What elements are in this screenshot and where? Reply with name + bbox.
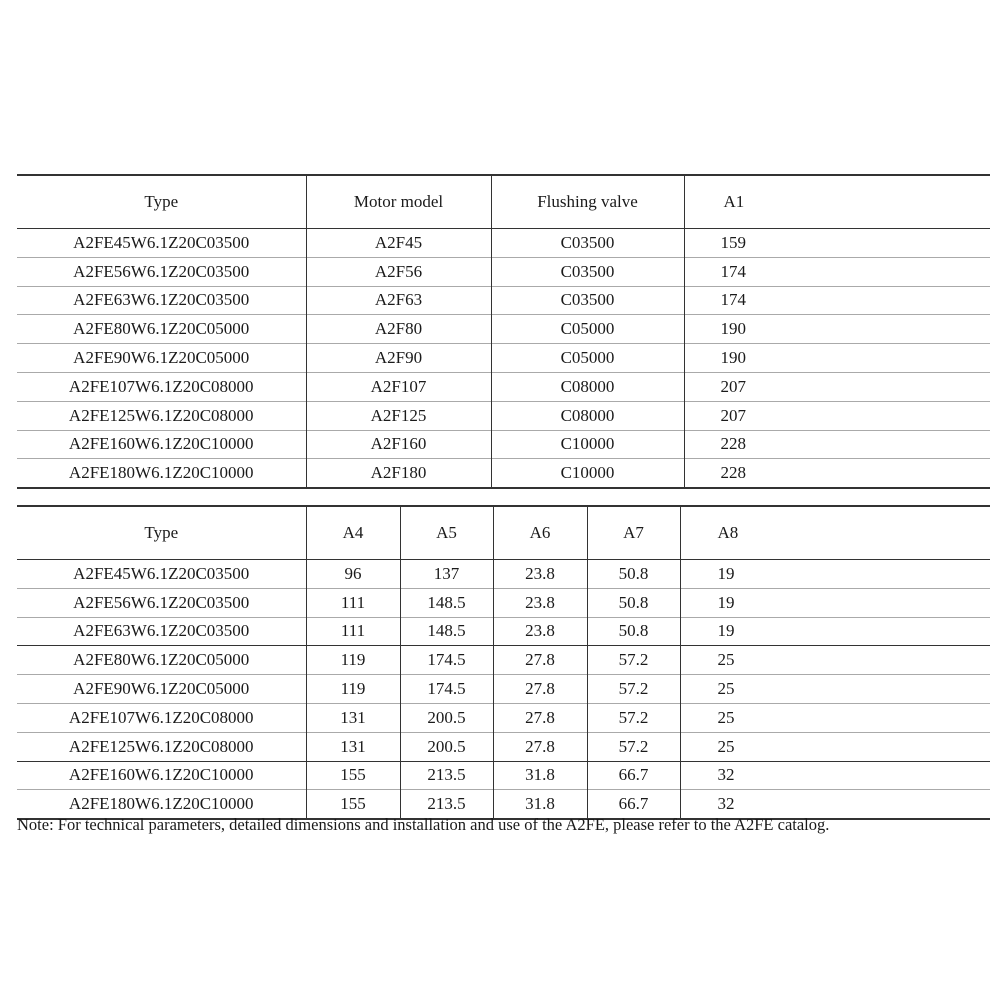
table-cell: 159 xyxy=(720,232,746,252)
header-a6: A6 xyxy=(493,506,587,560)
table-cell: C10000 xyxy=(491,430,684,459)
table-cell: 25 xyxy=(680,675,990,704)
dimension-table-a4-a8 xyxy=(17,505,990,820)
table-cell: A2FE160W6.1Z20C10000 xyxy=(17,761,306,790)
table-cell: 174 xyxy=(684,257,990,286)
table-cell: A2FE63W6.1Z20C03500 xyxy=(17,286,306,315)
table-cell: 50.8 xyxy=(587,588,680,617)
table-cell: 25 xyxy=(680,703,990,732)
table-cell: A2FE107W6.1Z20C08000 xyxy=(17,372,306,401)
table-cell: 19 xyxy=(717,563,735,583)
header-a4: A4 xyxy=(306,506,400,560)
header-a8: A8 xyxy=(680,506,990,560)
table-cell: 50.8 xyxy=(587,560,680,589)
table-cell: C05000 xyxy=(491,315,684,344)
table-cell: A2FE125W6.1Z20C08000 xyxy=(17,401,306,430)
table-cell: 66.7 xyxy=(587,761,680,790)
table-cell: A2FE45W6.1Z20C03500 xyxy=(17,560,306,589)
table-cell: 155 xyxy=(306,790,400,819)
table-cell: C10000 xyxy=(491,459,684,488)
table-cell: 228 xyxy=(684,459,990,488)
table-cell: 131 xyxy=(306,732,400,761)
table-cell: A2F180 xyxy=(306,459,491,488)
table-cell: 32 xyxy=(680,790,990,819)
table2-body xyxy=(17,560,990,820)
table-row xyxy=(17,732,990,761)
header-flushing-valve: Flushing valve xyxy=(491,175,684,229)
header-a5: A5 xyxy=(400,506,493,560)
table-cell: A2FE160W6.1Z20C10000 xyxy=(17,430,306,459)
table-cell: 190 xyxy=(684,344,990,373)
table-row xyxy=(17,617,990,646)
table-cell: A2FE45W6.1Z20C03500 xyxy=(17,229,306,258)
table-cell: 213.5 xyxy=(400,790,493,819)
table-cell: 207 xyxy=(684,372,990,401)
table-cell: 131 xyxy=(306,703,400,732)
table-cell: 200.5 xyxy=(400,732,493,761)
table-row xyxy=(17,588,990,617)
table-cell: C03500 xyxy=(491,257,684,286)
table-cell: 27.8 xyxy=(493,732,587,761)
table-cell: A2FE56W6.1Z20C03500 xyxy=(17,257,306,286)
table-cell: A2F56 xyxy=(306,257,491,286)
table-cell: 25 xyxy=(680,646,990,675)
table-cell: 27.8 xyxy=(493,703,587,732)
table-cell: 119 xyxy=(306,675,400,704)
table-row xyxy=(17,257,990,286)
table-cell: A2FE90W6.1Z20C05000 xyxy=(17,675,306,704)
table-cell: 31.8 xyxy=(493,790,587,819)
table-cell: A2F45 xyxy=(306,229,491,258)
table-cell: A2FE80W6.1Z20C05000 xyxy=(17,315,306,344)
table-row xyxy=(17,560,990,589)
table-cell: 31.8 xyxy=(493,761,587,790)
table-cell: 23.8 xyxy=(493,588,587,617)
table-row xyxy=(17,430,990,459)
table-cell: A2FE125W6.1Z20C08000 xyxy=(17,732,306,761)
table-cell: C03500 xyxy=(491,286,684,315)
table-cell: 148.5 xyxy=(400,588,493,617)
table-cell: A2F160 xyxy=(306,430,491,459)
table-cell: 23.8 xyxy=(493,617,587,646)
table-row xyxy=(17,646,990,675)
table-cell: 174.5 xyxy=(400,675,493,704)
table-cell: 111 xyxy=(306,617,400,646)
header-type: Type xyxy=(17,506,306,560)
table-cell: 137 xyxy=(400,560,493,589)
table-cell: 19 xyxy=(680,617,990,646)
table-cell: 213.5 xyxy=(400,761,493,790)
table-cell: A2FE56W6.1Z20C03500 xyxy=(17,588,306,617)
table-cell: A2FE63W6.1Z20C03500 xyxy=(17,617,306,646)
table-cell: A2FE180W6.1Z20C10000 xyxy=(17,790,306,819)
table-cell: 57.2 xyxy=(587,732,680,761)
table-cell: 27.8 xyxy=(493,675,587,704)
table-cell: A2F63 xyxy=(306,286,491,315)
table-cell: 57.2 xyxy=(587,675,680,704)
table-cell: 174 xyxy=(684,286,990,315)
table-cell: A2F90 xyxy=(306,344,491,373)
table-cell: 200.5 xyxy=(400,703,493,732)
dimension-table-a1 xyxy=(17,174,990,489)
table-row xyxy=(17,344,990,373)
table-cell: A2F125 xyxy=(306,401,491,430)
table-cell: 190 xyxy=(684,315,990,344)
table-row xyxy=(17,703,990,732)
table-cell: 148.5 xyxy=(400,617,493,646)
table1-body xyxy=(17,229,990,489)
table-cell: 57.2 xyxy=(587,703,680,732)
table-cell: 32 xyxy=(680,761,990,790)
table-cell: 174.5 xyxy=(400,646,493,675)
table-header-row xyxy=(17,175,990,229)
table-row xyxy=(17,286,990,315)
table-cell: 23.8 xyxy=(493,560,587,589)
table-row xyxy=(17,372,990,401)
header-motor-model: Motor model xyxy=(306,175,491,229)
table-cell: 27.8 xyxy=(493,646,587,675)
table-cell: A2FE180W6.1Z20C10000 xyxy=(17,459,306,488)
header-a1: A1 xyxy=(684,175,990,229)
table-row xyxy=(17,401,990,430)
table-row xyxy=(17,315,990,344)
table-cell: 19 xyxy=(680,588,990,617)
header-a7: A7 xyxy=(587,506,680,560)
table-cell: 119 xyxy=(306,646,400,675)
table-cell: A2F80 xyxy=(306,315,491,344)
table-cell: 155 xyxy=(306,761,400,790)
table-cell: C08000 xyxy=(491,372,684,401)
table-cell: A2FE90W6.1Z20C05000 xyxy=(17,344,306,373)
table-cell: 111 xyxy=(306,588,400,617)
table-cell: 25 xyxy=(680,732,990,761)
table-cell: A2FE80W6.1Z20C05000 xyxy=(17,646,306,675)
table-header-row xyxy=(17,506,990,560)
header-type: Type xyxy=(17,175,306,229)
table-cell: 66.7 xyxy=(587,790,680,819)
table-cell: A2FE107W6.1Z20C08000 xyxy=(17,703,306,732)
table-row xyxy=(17,675,990,704)
table-cell: 57.2 xyxy=(587,646,680,675)
table-cell: A2F107 xyxy=(306,372,491,401)
table-row xyxy=(17,229,990,258)
table-cell: 228 xyxy=(684,430,990,459)
table-row xyxy=(17,761,990,790)
table-cell: C03500 xyxy=(491,229,684,258)
table-cell: 96 xyxy=(306,560,400,589)
footnote: Note: For technical parameters, detailed dimensions and installation and use of the A2FE, please refer to the A2FE catalog. xyxy=(17,815,830,834)
table-cell: 50.8 xyxy=(587,617,680,646)
table-cell: C08000 xyxy=(491,401,684,430)
table-cell: 207 xyxy=(684,401,990,430)
table-row xyxy=(17,459,990,488)
table-cell: C05000 xyxy=(491,344,684,373)
